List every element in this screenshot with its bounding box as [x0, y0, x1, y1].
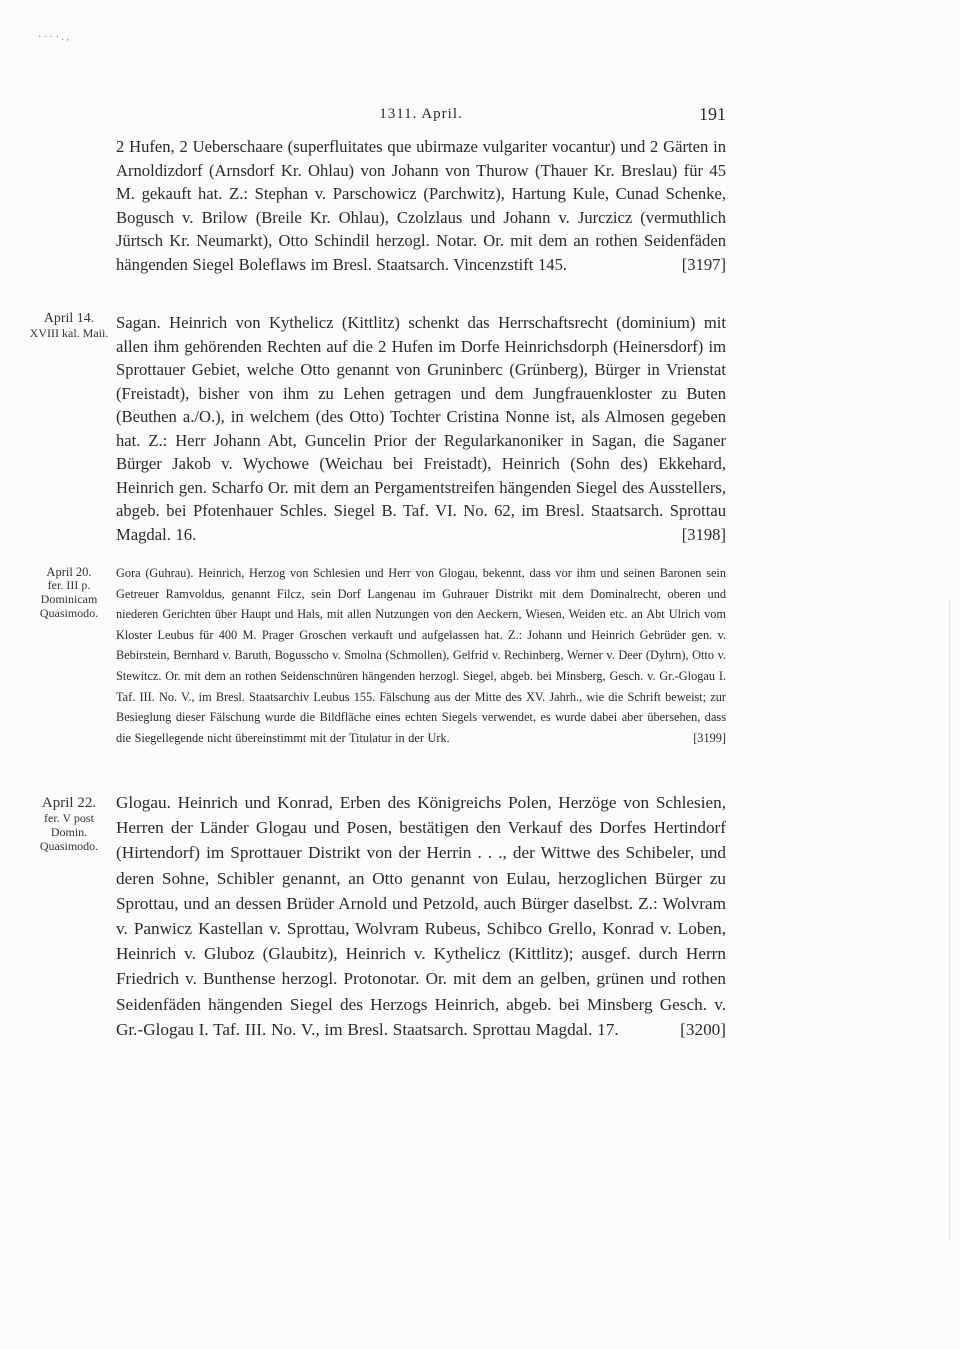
entry-number: [3197] [681, 254, 726, 274]
margin-feast: fer. III p. Dominicam Quasimodo. [39, 578, 99, 620]
margin-note [26, 795, 112, 854]
entry-number: [3198] [681, 524, 726, 544]
entry-body [116, 135, 726, 276]
page-number: 191 [699, 104, 726, 124]
scan-speckle: · · · · . , [38, 32, 69, 43]
entry-body [116, 790, 726, 1042]
margin-date: April 22. [41, 795, 97, 811]
entry-number: [3199] [693, 730, 726, 745]
margin-date: April 20. [46, 565, 92, 579]
entry-text: Sagan. Heinrich von Kythelicz (Kittlitz) schenkt das Herrschaftsrecht (dominium) mit allen ihm gehörenden Rechten auf die 2 Hufen im Dorfe Heinrichsdorph (Heinersdorf) im Sprottauer Gebiet, welche Otto genannt von Gruninberc (Grünberg), Bürger in Vrienstat (Freistadt), bisher von ihm zu Lehen getragen und dem Jungfrauenkloster zu Buten (Beuthen a./O.), in welchem (des Otto) Tochter Cristina Nonne ist, als Almosen gegeben hat. Z.: Herr Johann Abt, Guncelin Prior der Regularkanoniker in Sagan, die Saganer Bürger Jakob v. Wychowe (Weichau bei Freistadt), Heinrich (Sohn des) Ekkehard, Heinrich gen. Scharfo Or. mit dem an Pergamentstreifen hängenden Siegel des Ausstellers, abgeb. bei Pfotenhauer Schles. Siegel B. Taf. VI. No. 62, im Bresl. Staatsarch. Sprottau Magdal. 16. [116, 313, 726, 544]
page-header [116, 104, 726, 130]
scan-edge-line [949, 600, 950, 1240]
entry-text: 2 Hufen, 2 Ueberschaare (superfluitates que ubirmaze vulgariter vocantur) und 2 Gärten in Arnoldizdorf (Arnsdorf Kr. Ohlau) von Johann von Thurow (Thauer Kr. Breslau) für 45 M. gekauft hat. Z.: Stephan v. Parschowicz (Parchwitz), Hartung Kule, Cunad Schenke, Bogusch v. Brilow (Breile Kr. Ohlau), Czolzlaus und Johann v. Jurczicz (vermuthlich Jürtsch Kr. Neumarkt), Otto Schindil herzogl. Notar. Or. mit dem an rothen Seidenfäden hängenden Siegel Boleflaws im Bresl. Staatsarch. Vincenzstift 145. [116, 137, 726, 274]
margin-date: April 14. [43, 311, 95, 326]
running-title: 1311. April. [379, 106, 463, 122]
entry-text: Glogau. Heinrich und Konrad, Erben des Königreichs Polen, Herzöge von Schlesien, Herren der Länder Glogau und Posen, bestätigen den Verkauf des Dorfes Hertindorf (Hirtendorf) im Sprottauer Distrikt von der Herrin . . ., der Wittwe des Schibeler, und deren Sohne, Schibler genannt, an Otto genannt von Eulau, herzoglichen Bürger zu Sprottau, und an dessen Brüder Arnold und Petzold, auch Bürger daselbst. Z.: Wolvram v. Panwicz Kastellan v. Sprottau, Wolvram Rubeus, Schibco Grello, Konrad v. Loben, Heinrich v. Gluboz (Glaubitz), Heinrich v. Kythelicz (Kittlitz); ausgef. durch Herrn Friedrich v. Bunthense herzogl. Protonotar. Or. mit dem an gelben, grünen und rothen Seidenfäden hängenden Siegel des Herzogs Heinrich, abgeb. bei Minsberg Gesch. v. Gr.-Glogau I. Taf. III. No. V., im Bresl. Staatsarch. Sprottau Magdal. 17. [116, 793, 726, 1039]
margin-feast: XVIII kal. Maii. [29, 326, 109, 341]
entry-text: Gora (Guhrau). Heinrich, Herzog von Schlesien und Herr von Glogau, bekennt, dass vor ihm und seinen Baronen sein Getreuer Ramvoldus, genannt Filcz, sein Dorf Langenau im Guhrauer Distrikt mit dem Dominalrecht, oberen und niederen Gerichten über Haupt und Hals, mit allen Nutzungen von den Aeckern, Wiesen, Weiden etc. an Abt Ulrich vom Kloster Leubus für 400 M. Prager Groschen verkauft und aufgelassen hat. Z.: Johann und Heinrich Gebrüder gen. v. Bebirstein, Bernhard v. Baruth, Bogusscho v. Smolna (Schmollen), Gelfrid v. Rechinberg, Werner v. Deer (Dyhrn), Otto v. Stewitcz. Or. mit dem an rothen Seidenschnüren hängenden herzogl. Siegel, abgeb. bei Minsberg, Gesch. v. Gr.-Glogau I. Taf. III. No. V., im Bresl. Staatsarchiv Leubus 155. Fälschung aus der Mitte des XV. Jahrh., wie die Schrift beweist; zur Besieglung dieser Fälschung wurde die Bildfläche eines echten Siegels verwendet, es wurde dabei aber übersehen, dass die Siegellegende nicht übereinstimmt mit der Titulatur in der Urk. [116, 566, 726, 745]
margin-note [26, 565, 112, 621]
margin-note [26, 311, 112, 341]
entry-number: [3200] [680, 1019, 726, 1039]
entry-body [116, 311, 726, 546]
margin-feast: fer. V post Domin. Quasimodo. [39, 811, 99, 853]
entry-body [116, 563, 726, 748]
